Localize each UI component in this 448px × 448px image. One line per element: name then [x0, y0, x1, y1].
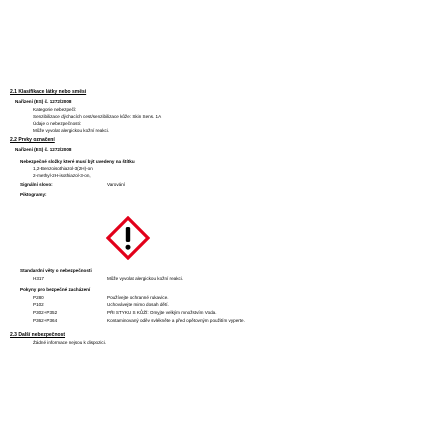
component-item: 2-methyl-2H-isothiazol-3-on,	[33, 173, 91, 178]
component-item: 1,2-Benzoisothiazol-3(2H)-on	[33, 166, 93, 171]
precautionary-statements-heading: Pokyny pro bezpečné zacházení	[20, 287, 91, 292]
signal-word-label: Signální slovo:	[20, 182, 53, 187]
precaution-text: Kontaminovaný oděv svlékněte a před opětovným použitím vyperte.	[107, 318, 245, 323]
hazard-info-value: Může vyvolat alergickou kožní reakci.	[33, 128, 110, 133]
hazard-statements-heading: Standardní věty o nebezpečnosti	[20, 268, 92, 273]
section-2-1-heading: 2.1 Klasifikace látky nebo směsi	[10, 89, 87, 95]
precaution-text: Používejte ochranné rukavice.	[107, 295, 169, 300]
section-2-2-heading: 2.2 Prvky označení	[10, 137, 55, 143]
precaution-code: P280	[33, 295, 44, 300]
regulation-label: Nařízení (ES) č. 1272/2008	[15, 147, 72, 152]
precaution-code: P362+P364	[33, 318, 58, 323]
hazard-code: H317	[33, 276, 44, 281]
hazardous-components-label: Nebezpečné složky které musí být uvedeny na štítku	[20, 159, 135, 164]
precaution-code: P102	[33, 302, 44, 307]
section-2-3-heading: 2.3 Další nebezpečnost	[10, 332, 66, 338]
signal-word-value: Varování	[107, 182, 126, 187]
regulation-label: Nařízení (ES) č. 1272/2008	[15, 99, 72, 104]
precaution-code: P302+P352	[33, 310, 58, 315]
precaution-text: Uchovávejte mimo dosah dětí.	[107, 302, 169, 307]
hazard-info-label: Údaje o nebezpečnosti:	[33, 121, 82, 126]
hazard-category-label: Kategorie nebezpečí:	[33, 107, 77, 112]
other-hazards-text: Žádné informace nejsou k dispozici.	[33, 340, 107, 345]
precaution-text: PŘI STYKU S KŮŽÍ: Omyjte velkým množstvím Voda.	[107, 310, 217, 315]
exclamation-mark-diamond-icon	[106, 216, 150, 260]
hazard-category-value: Senzibilizace dýchacích cest/senzibilizace kůže: Skin Sens. 1A	[33, 114, 162, 119]
pictograms-label: Piktogramy:	[20, 192, 47, 197]
hazard-text: Může vyvolat alergickou kožní reakci.	[107, 276, 184, 281]
